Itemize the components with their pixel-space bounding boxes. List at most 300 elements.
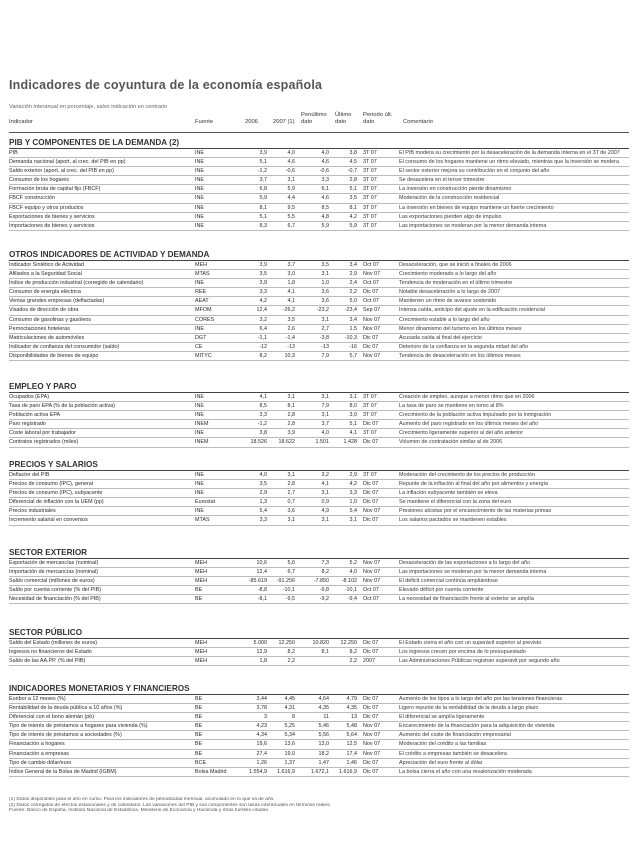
indicator-cell: Demanda nacional (aport. al crec. del PIB en pp) (9, 159, 126, 166)
value-2007: 3,9 (287, 430, 295, 437)
source-cell: INE (195, 280, 204, 287)
last-value: -9,4 (347, 596, 357, 603)
value-2007: 12.250 (278, 640, 295, 646)
table-row (9, 559, 629, 568)
period-cell: 3T 07 (363, 412, 377, 419)
value-2007: 1.616,9 (277, 768, 295, 775)
source-cell: MTAS (195, 517, 210, 524)
penultimate-value: 3,1 (321, 271, 329, 278)
last-value: 4,5 (349, 159, 357, 166)
period-cell: Dic 07 (363, 705, 379, 712)
penultimate-value: 3,3 (321, 177, 329, 184)
value-2006: 3,9 (259, 150, 267, 156)
table-row (9, 352, 629, 361)
value-2007: -91.256 (276, 578, 295, 585)
value-2007: 2,7 (287, 490, 295, 497)
penultimate-value: 7,9 (321, 352, 329, 359)
period-cell: Nov 07 (363, 508, 381, 515)
section-title: PRECIOS Y SALARIOS (9, 460, 629, 471)
period-cell: 3T 07 (363, 159, 377, 166)
period-cell: Dic 07 (363, 421, 379, 428)
section-title: SECTOR PÚBLICO (9, 628, 629, 639)
period-cell: Dic 07 (363, 517, 379, 524)
col-source: Fuente (195, 119, 214, 125)
indicator-cell: Formación bruta de capital fijo (FBCF) (9, 186, 101, 193)
period-cell: Nov 07 (363, 560, 381, 566)
table-row (9, 185, 629, 194)
comment-cell: Se desacelera en el tercer trimestre (399, 177, 485, 184)
comment-cell: Volumen de contratación similar al de 2006 (399, 439, 503, 446)
penultimate-value: 3,6 (321, 289, 329, 296)
value-2007: 8,1 (287, 403, 295, 410)
last-value: 5,4 (349, 508, 357, 515)
section-title: SECTOR EXTERIOR (9, 548, 629, 559)
value-2006: 3,5 (259, 271, 267, 278)
period-cell: Dic 07 (363, 289, 379, 296)
indicator-cell: Precios de consumo (IPC), general (9, 481, 93, 488)
comment-cell: Crecimiento ligeramente superior al del año anterior (399, 430, 524, 437)
value-2006: 3,3 (259, 517, 267, 524)
last-value: 1,0 (349, 499, 357, 506)
table-row (9, 438, 629, 447)
page-subtitle: Variación interanual en porcentaje, salvo indicación en contrario (9, 104, 168, 110)
source-cell: INE (195, 430, 204, 437)
table-row (9, 731, 629, 740)
period-cell: Nov 07 (363, 325, 381, 332)
table-row (9, 306, 629, 315)
source-cell: INE (195, 159, 204, 166)
comment-cell: Crecimiento estable a lo largo del año (399, 316, 490, 323)
table-row (9, 420, 629, 429)
section (9, 382, 629, 448)
source-cell: INE (195, 204, 204, 211)
table-row (9, 316, 629, 325)
comment-cell: El diferencial se amplía ligeramente (399, 714, 485, 721)
section (9, 684, 629, 777)
period-cell: Nov 07 (363, 732, 381, 739)
period-cell: 3T 07 (363, 403, 377, 410)
penultimate-value: -9,8 (319, 587, 329, 594)
source-cell: BE (195, 750, 203, 757)
comment-cell: Tendencia de moderación en el último trimestre (399, 280, 513, 287)
source-cell: INE (195, 490, 204, 497)
value-2007: -26,2 (282, 307, 295, 314)
last-value: 2,4 (349, 280, 357, 287)
section (9, 548, 629, 604)
indicator-cell: Euribor a 12 meses (%) (9, 696, 66, 702)
period-cell: Nov 07 (363, 352, 381, 359)
source-cell: INE (195, 325, 204, 332)
period-cell: Dic 07 (363, 481, 379, 488)
value-2007: 3,7 (287, 262, 295, 268)
value-2006: 4,1 (259, 394, 267, 400)
table-row (9, 393, 629, 402)
last-value: 3,4 (349, 262, 357, 268)
last-value: 4,35 (346, 705, 357, 712)
table-row (9, 261, 629, 270)
indicator-cell: Consumo de energía eléctrica (9, 289, 81, 296)
last-value: 4,79 (346, 696, 357, 702)
section (9, 138, 629, 231)
value-2006: 1,3 (259, 499, 267, 506)
penultimate-value: 3,6 (321, 298, 329, 305)
col-indicator: Indicador (9, 119, 33, 125)
comment-cell: Aumento de los tipos a lo largo del año por las tensiones financieras (399, 696, 563, 702)
source-cell: Bolsa Madrid (195, 768, 227, 775)
value-2006: -1,2 (257, 421, 267, 428)
value-2006: 3,44 (256, 696, 267, 702)
source-cell: MITYC (195, 352, 212, 359)
last-value: -16 (349, 343, 357, 350)
value-2006: 5,1 (259, 159, 267, 166)
comment-cell: Las Administraciones Públicas registran superávit por segundo año (399, 658, 560, 665)
source-cell: INE (195, 195, 204, 202)
period-cell: 3T 07 (363, 168, 377, 175)
penultimate-value: 18,2 (318, 750, 329, 757)
section-title: OTROS INDICADORES DE ACTIVIDAD Y DEMANDA (9, 250, 629, 261)
comment-cell: Los ingresos crecen por encima de lo presupuestado (399, 649, 526, 656)
source-cell: INE (195, 412, 204, 419)
value-2007: 3,0 (287, 271, 295, 278)
last-value: 12.250 (340, 640, 357, 646)
last-value: 3,8 (349, 150, 357, 156)
period-cell: 3T 07 (363, 204, 377, 211)
table-row (9, 740, 629, 749)
value-2006: 1,26 (256, 759, 267, 766)
table-row (9, 279, 629, 288)
comment-cell: Acusada caída al final del ejercicio (399, 334, 482, 341)
col-comment: Comentario (403, 119, 433, 125)
comment-cell: Las exportaciones pierden algo de impulso (399, 213, 502, 220)
last-value: 3,1 (349, 517, 357, 524)
period-cell: Sep 07 (363, 307, 381, 314)
value-2007: -10,1 (282, 587, 295, 594)
section-title: INDICADORES MONETARIOS Y FINANCIEROS (9, 684, 629, 695)
period-cell: 3T 07 (363, 394, 377, 400)
source-cell: MEH (195, 560, 207, 566)
penultimate-value: 1.672,1 (311, 768, 329, 775)
comment-cell: El sector exterior mejora su contribución en el conjunto del año (399, 168, 550, 175)
penultimate-value: 4,64 (318, 696, 329, 702)
value-2007: 4,0 (287, 150, 295, 156)
header-rule (9, 132, 629, 133)
indicator-cell: Afiliados a la Seguridad Social (9, 271, 82, 278)
source-cell: BCE (195, 759, 207, 766)
table-row (9, 213, 629, 222)
period-cell: Oct 07 (363, 262, 379, 268)
last-value: -23,4 (344, 307, 357, 314)
table-row (9, 149, 629, 158)
indicator-cell: Necesidad de financiación (% del PIB) (9, 596, 101, 603)
last-value: 5,1 (349, 421, 357, 428)
penultimate-value: 0,9 (321, 499, 329, 506)
comment-cell: Elevado déficit por cuenta corriente (399, 587, 484, 594)
table-row (9, 713, 629, 722)
col-2006: 2006 (245, 119, 258, 125)
value-2007: 1,8 (287, 280, 295, 287)
comment-cell: La inversión en construcción pierde dinamismo (399, 186, 512, 193)
penultimate-value: 6,1 (321, 186, 329, 193)
penultimate-value: 1,47 (318, 759, 329, 766)
table-row (9, 577, 629, 586)
comment-cell: Ligero repunte de la rentabilidad de la deuda a largo plazo (399, 705, 539, 712)
indicator-cell: FBCF construcción (9, 195, 55, 202)
value-2006: 18.526 (250, 439, 267, 446)
table-row (9, 158, 629, 167)
comment-cell: Mantienen un ritmo de avance sostenido (399, 298, 497, 305)
source-cell: BE (195, 741, 203, 748)
value-2007: 1,37 (284, 759, 295, 766)
penultimate-value: 7,3 (321, 560, 329, 566)
col-penultimate: Penúltimo dato (301, 112, 327, 125)
source-cell: MEH (195, 569, 207, 576)
table-row (9, 648, 629, 657)
value-2007: 8,2 (287, 649, 295, 656)
last-value: 13 (351, 714, 357, 721)
indicator-cell: Ingresos no financieros del Estado (9, 649, 92, 656)
value-2007: 3,1 (287, 472, 295, 478)
penultimate-value: 3,1 (321, 394, 329, 400)
comment-cell: Apreciación del euro frente al dólar (399, 759, 483, 766)
penultimate-value: -7.850 (313, 578, 329, 585)
source-cell: INE (195, 222, 204, 229)
value-2007: 9,5 (287, 204, 295, 211)
footnote: (2) Datos corregidos de efectos estacionales y de calendario. Las variaciones del PIB y sus componentes son tasas interanuales en términos reales. (9, 802, 331, 808)
source-cell: BE (195, 587, 203, 594)
last-value: 4,1 (349, 430, 357, 437)
indicator-cell: Financiación a empresas (9, 750, 69, 757)
source-cell: BE (195, 696, 203, 702)
last-value: 12,5 (346, 741, 357, 748)
comment-cell: Las importaciones se moderan por la menor demanda interna (399, 569, 547, 576)
penultimate-value: 3,1 (321, 412, 329, 419)
table-row (9, 722, 629, 731)
indicator-cell: Tasa de paro EPA (% de la población activa) (9, 403, 115, 410)
last-value: 1.428 (343, 439, 357, 446)
last-value: 5,9 (349, 222, 357, 229)
table-row (9, 498, 629, 507)
last-value: 1.616,9 (339, 768, 357, 775)
indicator-cell: Ocupados (EPA) (9, 394, 50, 400)
period-cell: 2007 (363, 658, 375, 665)
value-2007: 19,0 (284, 750, 295, 757)
table-row (9, 402, 629, 411)
section (9, 250, 629, 361)
period-cell: Nov 07 (363, 750, 381, 757)
footnotes (9, 797, 629, 814)
value-2007: 6,7 (287, 222, 295, 229)
comment-cell: La tasa de paro se mantiene en torno al 8% (399, 403, 504, 410)
last-value: 8,0 (349, 403, 357, 410)
source-cell: BE (195, 705, 203, 712)
indicator-cell: Coste laboral por trabajador (9, 430, 76, 437)
period-cell: Dic 07 (363, 649, 379, 656)
indicator-cell: Visados de dirección de obra (9, 307, 79, 314)
value-2007: 13,6 (284, 741, 295, 748)
penultimate-value: 3,1 (321, 316, 329, 323)
comment-cell: Los salarios pactados se mantienen estables (399, 517, 507, 524)
last-value: 5,1 (349, 186, 357, 193)
comment-cell: El Estado cierra el año con un superávit superior al previsto (399, 640, 542, 646)
value-2006: 12,4 (256, 307, 267, 314)
indicator-cell: Consumo de gasolinas y gasóleos (9, 316, 92, 323)
value-2006: 3,9 (259, 262, 267, 268)
comment-cell: La inversión en bienes de equipo mantiene un fuerte crecimiento (399, 204, 554, 211)
value-2007: 4,1 (287, 298, 295, 305)
value-2006: 12,9 (256, 649, 267, 656)
indicator-cell: Deflactor del PIB (9, 472, 50, 478)
period-cell: Dic 07 (363, 499, 379, 506)
last-value: 5,0 (349, 298, 357, 305)
period-cell: Nov 07 (363, 723, 381, 730)
value-2007: 5,34 (284, 732, 295, 739)
value-2006: -8,8 (257, 587, 267, 594)
indicator-cell: Precios industriales (9, 508, 56, 515)
indicator-cell: Índice General de la Bolsa de Madrid (IGBM) (9, 768, 117, 775)
source-cell: BE (195, 723, 203, 730)
value-2007: 4,1 (287, 289, 295, 296)
comment-cell: Las importaciones se moderan por la menor demanda interna (399, 222, 547, 229)
source-cell: AEAT (195, 298, 209, 305)
indicator-cell: Rentabilidad de la deuda pública a 10 años (%) (9, 705, 123, 712)
source-cell: BE (195, 714, 203, 721)
comment-cell: La inflación subyacente también se eleva (399, 490, 498, 497)
value-2006: 5,4 (259, 508, 267, 515)
period-cell: Dic 07 (363, 714, 379, 721)
value-2006: 8,2 (259, 352, 267, 359)
table-row (9, 343, 629, 352)
last-value: 1,5 (349, 325, 357, 332)
table-row (9, 194, 629, 203)
comment-cell: Encarecimiento de la financiación para la adquisición de vivienda (399, 723, 555, 730)
table-row (9, 270, 629, 279)
table-row (9, 704, 629, 713)
value-2006: -12 (259, 343, 267, 350)
comment-cell: Tendencia de desaceleración en los últimos meses (399, 352, 521, 359)
comment-cell: Moderación del crédito a las familias (399, 741, 487, 748)
period-cell: Nov 07 (363, 271, 381, 278)
last-value: 5,48 (346, 723, 357, 730)
last-value: 2,9 (349, 472, 357, 478)
penultimate-value: 13,0 (318, 741, 329, 748)
penultimate-value: 4,8 (321, 213, 329, 220)
penultimate-value: 3,7 (321, 421, 329, 428)
indicator-cell: Precios de consumo (IPC), subyacente (9, 490, 103, 497)
value-2006: 5,1 (259, 213, 267, 220)
indicator-cell: Saldo del Estado (millones de euros) (9, 640, 98, 646)
source-cell: INE (195, 472, 204, 478)
footnote: (1) Datos disponibles para el año en curso. Para los indicadores de periodicidad mensual, acumulado en lo que va de año. (9, 797, 275, 802)
indicator-cell: Población activa EPA (9, 412, 61, 419)
period-cell: 3T 07 (363, 472, 377, 478)
table-row (9, 657, 629, 666)
period-cell: Dic 07 (363, 759, 379, 766)
value-2007: 5,5 (287, 213, 295, 220)
period-cell: Nov 07 (363, 741, 381, 748)
value-2006: -85.619 (248, 578, 267, 585)
value-2007: 4,31 (284, 705, 295, 712)
indicator-cell: Índice de producción industrial (corregido de calendario) (9, 280, 144, 287)
penultimate-value: 1,0 (321, 280, 329, 287)
penultimate-value: -0,6 (319, 168, 329, 175)
source-cell: INE (195, 508, 204, 515)
period-cell: Oct 07 (363, 587, 379, 594)
source-cell: INEM (195, 439, 209, 446)
last-value: 8,1 (349, 204, 357, 211)
penultimate-value: 10.820 (312, 640, 329, 646)
last-value: 3,1 (349, 394, 357, 400)
penultimate-value: 1.501 (315, 439, 329, 446)
value-2007: 2,8 (287, 481, 295, 488)
value-2006: 5,9 (259, 195, 267, 202)
penultimate-value: 3,1 (321, 517, 329, 524)
value-2006: 4,2 (259, 298, 267, 305)
indicator-cell: Saldo comercial (millones de euros) (9, 578, 95, 585)
indicator-cell: Disponibilidades de bienes de equipo (9, 352, 99, 359)
value-2006: 3,2 (259, 316, 267, 323)
value-2007: 4,6 (287, 159, 295, 166)
period-cell: Dic 07 (363, 334, 379, 341)
indicator-cell: Exportaciones de bienes y servicios (9, 213, 95, 220)
value-2007: 2,8 (287, 412, 295, 419)
table-row (9, 288, 629, 297)
comment-cell: Presiones alcistas por el encarecimiento de las materias primas (399, 508, 552, 515)
last-value: 5,7 (349, 352, 357, 359)
col-2007: 2007 (1) (273, 119, 295, 125)
table-row (9, 639, 629, 648)
penultimate-value: 5,46 (318, 723, 329, 730)
value-2007: 2,6 (287, 325, 295, 332)
last-value: 8,2 (349, 649, 357, 656)
table-row (9, 750, 629, 759)
value-2007: 5,25 (284, 723, 295, 730)
last-value: 5,2 (349, 560, 357, 566)
value-2006: 1.554,9 (249, 768, 267, 775)
value-2006: 6,4 (259, 325, 267, 332)
source-cell: CE (195, 343, 203, 350)
value-2006: 1,8 (259, 658, 267, 665)
col-last: Último dato (335, 112, 352, 125)
value-2006: 8,1 (259, 204, 267, 211)
comment-cell: Notable desaceleración a lo largo de 2007 (399, 289, 500, 296)
source-cell: INE (195, 213, 204, 220)
last-value: 3,3 (349, 490, 357, 497)
penultimate-value: 8,1 (321, 649, 329, 656)
period-cell: Nov 07 (363, 569, 381, 576)
last-value: -10,3 (344, 334, 357, 341)
period-cell: Dic 07 (363, 439, 379, 446)
value-2006: 6,8 (259, 186, 267, 193)
penultimate-value: 8,5 (321, 204, 329, 211)
comment-cell: Aumento del paro registrado en los últimos meses del año (399, 421, 539, 428)
comment-cell: Intensa caída, anticipo del ajuste en la edificación residencial (399, 307, 545, 314)
value-2007: 3,1 (287, 394, 295, 400)
table-row (9, 297, 629, 306)
value-2007: 4,45 (284, 696, 295, 702)
penultimate-value: 4,9 (321, 508, 329, 515)
table-row (9, 429, 629, 438)
value-2006: -8,1 (257, 596, 267, 603)
last-value: 17,4 (346, 750, 357, 757)
penultimate-value: 2,7 (321, 325, 329, 332)
value-2006: -1,2 (257, 168, 267, 175)
penultimate-value: 7,9 (321, 403, 329, 410)
indicator-cell: Financiación a hogares (9, 741, 65, 748)
table-row (9, 516, 629, 525)
comment-cell: La bolsa cierra el año con una revalorización moderada (399, 768, 532, 775)
table-row (9, 411, 629, 420)
penultimate-value: 4,1 (321, 481, 329, 488)
